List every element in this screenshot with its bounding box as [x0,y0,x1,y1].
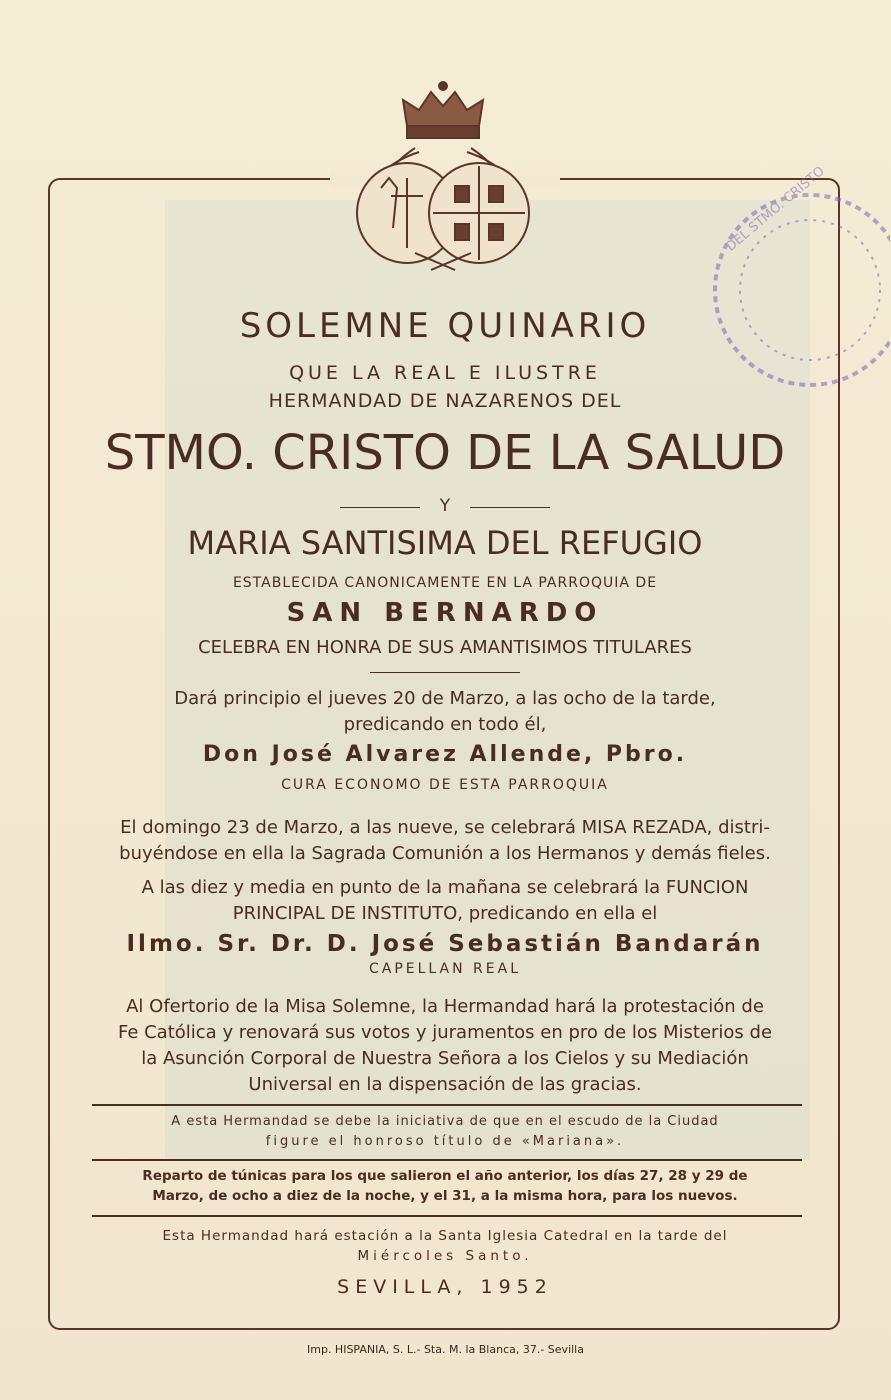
offertory-line-1: Al Ofertorio de la Misa Solemne, la Hermandad hará la protestación de [126,996,764,1017]
tunics-note-1: Reparto de túnicas para los que salieron el año anterior, los días 27, 28 y 29 de [142,1168,748,1184]
rule-2 [92,1159,802,1161]
intro-line-2: HERMANDAD DE NAZARENOS DEL [268,390,622,412]
quinario-preaching: predicando en todo él, [343,714,547,735]
preacher-title: CURA ECONOMO DE ESTA PARROQUIA [281,777,609,793]
station-note-1: Esta Hermandad hará estación a la Santa Iglesia Catedral en la tarde del [162,1228,728,1244]
preacher-name: Don José Alvarez Allende, Pbro. [202,742,688,767]
quinario-start: Dará principio el jueves 20 de Marzo, a las ocho de la tarde, [174,688,716,709]
function-line-2: PRINCIPAL DE INSTITUTO, predicando en ella el [232,903,658,924]
rule-1 [92,1104,802,1106]
intro-line-1: QUE LA REAL E ILUSTRE [289,362,601,384]
offertory-line-2: Fe Católica y renovará sus votos y juramentos en pro de los Misterios de [117,1022,773,1043]
titular-virgin: MARIA SANTISIMA DEL REFUGIO [187,524,703,562]
established-line: ESTABLECIDA CANONICAMENTE EN LA PARROQUIA DE [232,575,658,591]
brotherhood-emblem [345,78,541,272]
speaker-title: CAPELLAN REAL [368,961,521,977]
offertory-line-3: la Asunción Corporal de Nuestra Señora a los Cielos y su Mediación [141,1048,749,1069]
offertory-line-4: Universal en la dispensación de las gracias. [248,1074,642,1095]
divider-right [470,507,550,508]
station-note-2: Miércoles Santo. [357,1248,533,1264]
mass-line-1: El domingo 23 de Marzo, a las nueve, se celebrará MISA REZADA, distri- [120,817,770,838]
tunics-note-2: Marzo, de ocho a diez de la noche, y el 31, a la misma hora, para los nuevos. [152,1188,738,1204]
stamp-text: DEL STMO. CRISTO [723,163,828,255]
page-title: SOLEMNE QUINARIO [239,306,651,346]
section-divider [370,672,520,673]
speaker-name: Ilmo. Sr. Dr. D. José Sebastián Bandarán [126,931,764,957]
function-line-1: A las diez y media en punto de la mañana se celebrará la FUNCION [141,877,749,898]
place-year: SEVILLA, 1952 [337,1276,553,1298]
mass-line-2: buyéndose en ella la Sagrada Comunión a los Hermanos y demás fieles. [119,843,771,864]
conjunction: Y [439,496,451,516]
rule-3 [92,1215,802,1217]
coat-of-arms-note-2: figure el honroso título de «Mariana». [265,1134,625,1149]
coat-of-arms-note-1: A esta Hermandad se debe la iniciativa de que en el escudo de la Ciudad [171,1114,719,1129]
celebrates-line: CELEBRA EN HONRA DE SUS AMANTISIMOS TITULARES [198,637,692,658]
printer-credit: Imp. HISPANIA, S. L.- Sta. M. la Blanca, 37.- Sevilla [307,1343,584,1356]
parish-name: SAN BERNARDO [286,598,604,628]
titular-christ: STMO. CRISTO DE LA SALUD [104,425,786,481]
